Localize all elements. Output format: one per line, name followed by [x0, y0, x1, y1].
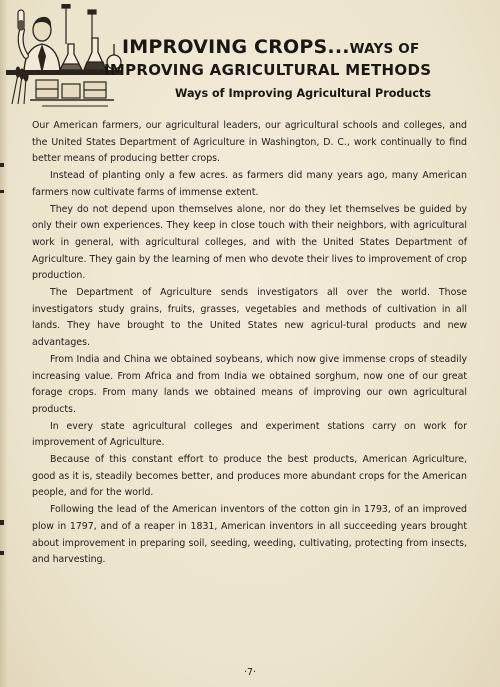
page-title-line-2: IMPROVING AGRICULTURAL METHODS — [104, 61, 432, 79]
page-title — [122, 36, 452, 58]
scientist-laboratory-icon — [2, 4, 122, 112]
paragraph: They do not depend upon themselves alone, nor do they let themselves be guided by only their own experiences. They keep in close touch with their neighbors, with agricultural work in general, with agricultural colleges, and with the United States Department of Agriculture. They gain by the learning of men who devote their lives to improvement of crop production. — [32, 203, 467, 282]
paragraph: The Department of Agriculture sends investigators all over the world. Those investigators study grains, fruits, grasses, vegetables and methods of cultivation in all lands. They have brought to the United States new agricul-tural products and new advantages. — [32, 287, 467, 349]
margin-mark — [0, 190, 4, 193]
body-text — [32, 118, 467, 569]
section-subtitle: Ways of Improving Agricultural Products — [175, 87, 432, 100]
paragraph: In every state agricultural colleges and experiment stations carry on work for improvement of Agriculture. — [32, 420, 467, 449]
paragraph: Following the lead of the American inventors of the cotton gin in 1793, of an improved plow in 1797, and of a reaper in 1831, American inventors in all succeeding years brought about improvement in preparing soil, seeding, weeding, cultivating, protecting from insects, and harvesting. — [32, 504, 467, 566]
margin-mark — [0, 163, 4, 167]
paragraph: Our American farmers, our agricultural leaders, our agricultural schools and colleges, and the United States Department of Agriculture in Washington, D. C., work continually to find better means of producing better crops. — [32, 120, 467, 165]
paragraph: From India and China we obtained soybeans, which now give immense crops of steadily increasing value. From Africa and from India we obtained sorghum, now one of our great forage crops. From many lands we obtained means of improving our own agricultural products. — [32, 353, 467, 415]
margin-mark — [0, 551, 4, 555]
title-tail: WAYS OF — [349, 41, 420, 57]
title-ellipsis: ... — [327, 36, 350, 58]
margin-mark — [0, 520, 4, 525]
page-number: ·7· — [243, 667, 257, 678]
paragraph: Instead of planting only a few acres. as farmers did many years ago, many American farmers now cultivate farms of immense extent. — [32, 170, 467, 198]
paragraph: Because of this constant effort to produce the best products, American Agriculture, good as it is, steadily becomes better, and produces more abundant crops for the American people, and for the world. — [32, 454, 467, 499]
title-main: IMPROVING CROPS — [122, 36, 328, 58]
